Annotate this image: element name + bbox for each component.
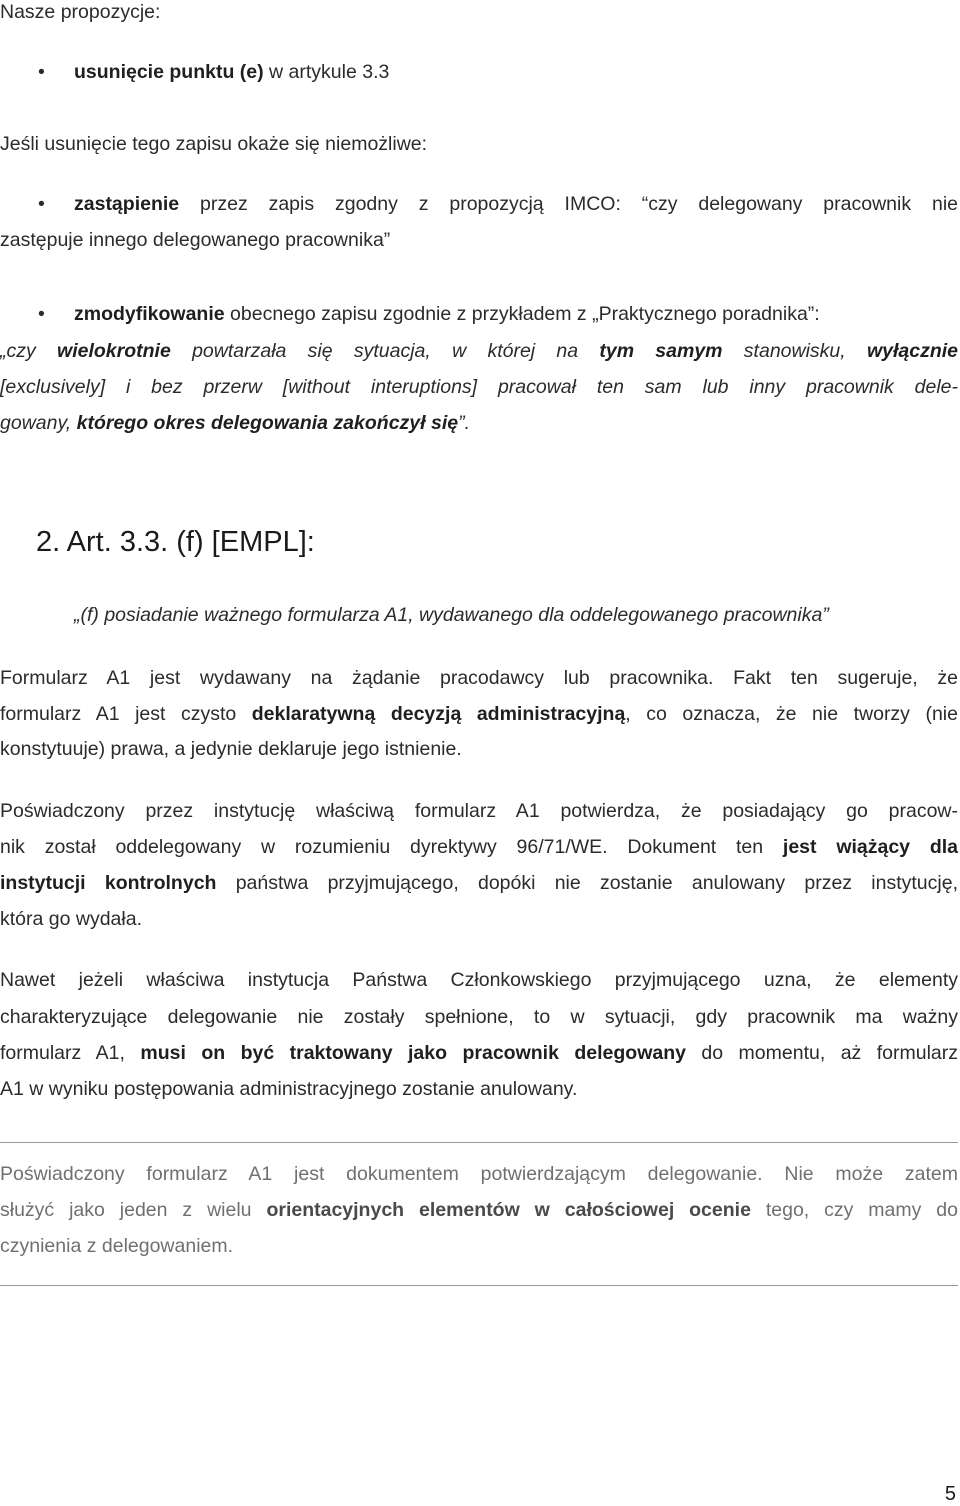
note-line-1: Poświadczony formularz A1 jest dokumentem potwierdzającym delegowanie. Nie może zatem	[0, 1163, 958, 1185]
p2-line-2	[0, 829, 958, 865]
text: nik został oddelegowany w rozumieniu dyrektywy 96/71/WE. Dokument ten	[0, 836, 783, 858]
text: do momentu, aż formularz	[685, 1042, 959, 1064]
section-heading: 2. Art. 3.3. (f) [EMPL]:	[36, 526, 315, 558]
proposals-heading: Nasze propozycje:	[0, 1, 161, 23]
text: gowany,	[0, 412, 77, 434]
divider	[0, 1142, 958, 1143]
alt-action: zmodyfikowanie	[74, 303, 225, 325]
text: formularz A1,	[0, 1042, 141, 1064]
alt-text: obecnego zapisu zgodnie z przykładem z „Praktycznego poradnika”:	[224, 303, 820, 325]
page-number: 5	[944, 1483, 956, 1505]
divider	[0, 1285, 958, 1286]
p3-line-3	[0, 1035, 958, 1071]
text: ”.	[458, 412, 470, 434]
p2-line-1: Poświadczony przez instytucję właściwą formularz A1 potwierdza, że posiadający go pracow-	[0, 800, 958, 822]
fallback-intro: Jeśli usunięcie tego zapisu okaże się niemożliwe:	[0, 133, 428, 155]
emphasis: wyłącznie	[866, 340, 959, 362]
text: stanowisku,	[722, 340, 867, 362]
p1-line-1: Formularz A1 jest wydawany na żądanie pracodawcy lub pracownika. Fakt ten sugeruje, że	[0, 667, 958, 689]
p2-line-4: która go wydała.	[0, 908, 142, 930]
alternative-item-2	[74, 296, 820, 332]
p2-line-3	[0, 865, 958, 901]
note-line-2	[0, 1192, 958, 1228]
p1-line-3: konstytuuje) prawa, a jedynie deklaruje jego istnienie.	[0, 738, 462, 760]
text: służyć jako jeden z wielu	[0, 1199, 267, 1221]
emphasis: jest wiążący dla	[782, 836, 958, 858]
alt2-line-3: [exclusively] i bez przerw [without interuptions] pracował ten sam lub inny pracownik dele-	[0, 376, 958, 398]
proposal-text: w artykule 3.3	[263, 61, 390, 83]
emphasis: tym samym	[599, 340, 723, 362]
text: , co oznacza, że nie tworzy (nie	[625, 703, 958, 725]
p3-line-1: Nawet jeżeli właściwa instytucja Państwa Członkowskiego przyjmującego uzna, że elementy	[0, 969, 958, 991]
quote: „(f) posiadanie ważnego formularza A1, wydawanego dla oddelegowanego pracownika”	[74, 604, 829, 626]
p3-line-4: A1 w wyniku postępowania administracyjnego zostanie anulowany.	[0, 1078, 578, 1100]
text: powtarzała się sytuacja, w której na	[170, 340, 600, 362]
note-line-3: czynienia z delegowaniem.	[0, 1235, 234, 1257]
emphasis: musi on być traktowany jako pracownik delegowany	[140, 1042, 686, 1064]
alt2-line-2	[0, 333, 958, 369]
proposal-item	[74, 54, 389, 90]
proposal-action: usunięcie punktu (e)	[74, 61, 264, 83]
emphasis: wielokrotnie	[57, 340, 171, 362]
text: „czy	[0, 340, 58, 362]
text: państwa przyjmującego, dopóki nie zostanie anulowany przez instytucję,	[216, 872, 958, 894]
alt2-line-4	[0, 405, 470, 441]
emphasis: instytucji kontrolnych	[0, 872, 217, 894]
alternative-item-1	[74, 186, 958, 222]
p3-line-2: charakteryzujące delegowanie nie zostały spełnione, to w sytuacji, gdy pracownik ma ważny	[0, 1006, 958, 1028]
p1-line-2	[0, 696, 958, 732]
alt-text: przez zapis zgodny z propozycją IMCO: “czy delegowany pracownik nie	[179, 193, 958, 215]
text: formularz A1 jest czysto	[0, 703, 252, 725]
emphasis: którego okres delegowania zakończył się	[76, 412, 459, 434]
alt-action: zastąpienie	[74, 193, 180, 215]
alternative-item-1-cont: zastępuje innego delegowanego pracownika”	[0, 229, 391, 251]
emphasis: orientacyjnych elementów w całościowej ocenie	[266, 1199, 751, 1221]
emphasis: deklaratywną decyzją administracyjną	[251, 703, 626, 725]
text: tego, czy mamy do	[750, 1199, 958, 1221]
